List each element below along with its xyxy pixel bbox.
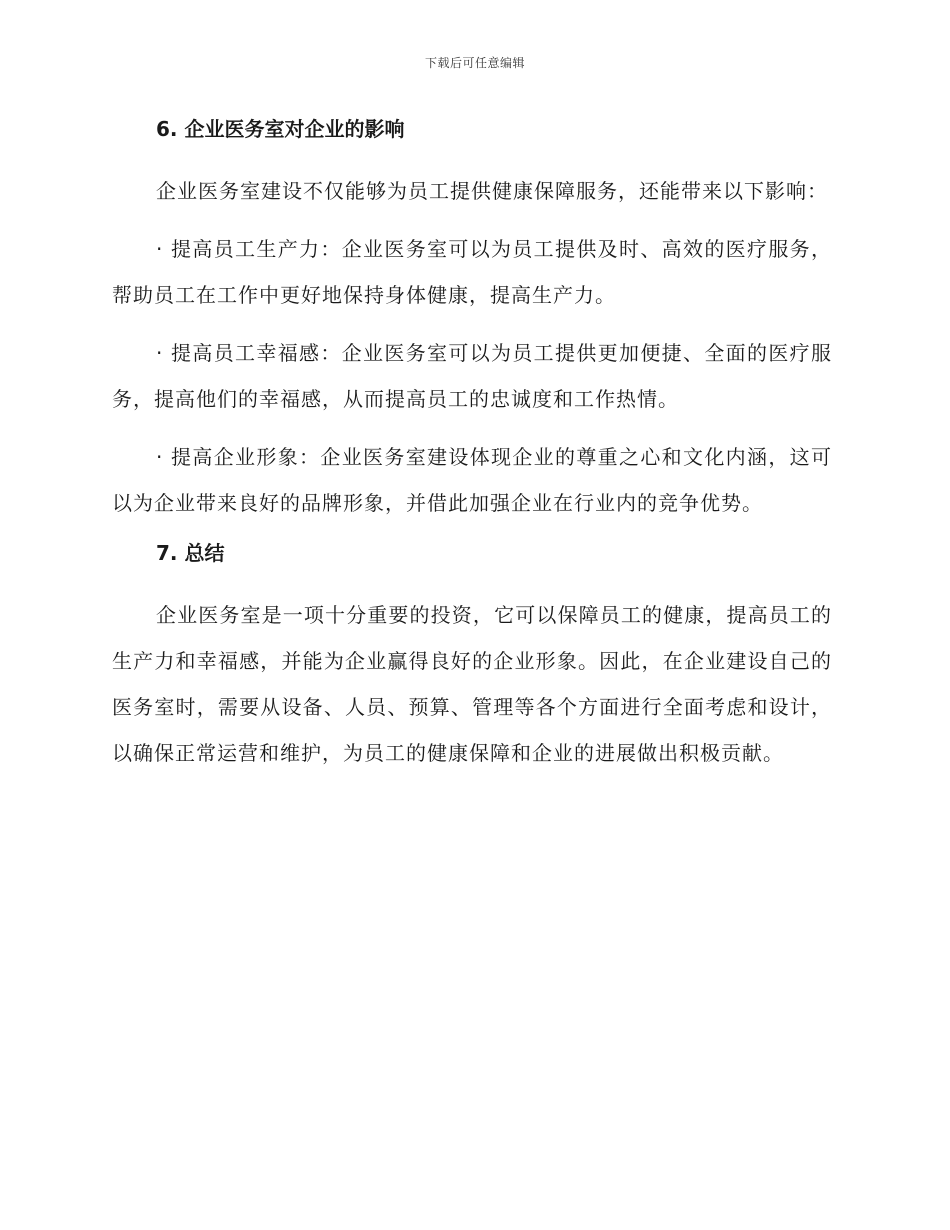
document-content (112, 112, 832, 776)
bullet-productivity: · 提高员工生产力：企业医务室可以为员工提供及时、高效的医疗服务，帮助员工在工作中更好地保持身体健康，提高生产力。 (112, 237, 832, 307)
section-6-intro: 企业医务室建设不仅能够为员工提供健康保障服务，还能带来以下影响： (156, 179, 828, 203)
bullet-image: · 提高企业形象：企业医务室建设体现企业的尊重之心和文化内涵，这可以为企业带来良好的品牌形象，并借此加强企业在行业内的竞争优势。 (112, 445, 832, 515)
section-7-body: 企业医务室是一项十分重要的投资，它可以保障员工的健康，提高员工的生产力和幸福感，并能为企业赢得良好的企业形象。因此，在企业建设自己的医务室时，需要从设备、人员、预算、管理等各个方面进行全面考虑和设计，以确保正常运营和维护，为员工的健康保障和企业的进展做出积极贡献。 (112, 603, 832, 765)
header-note: 下载后可任意编辑 (424, 56, 525, 70)
bullet-happiness: · 提高员工幸福感：企业医务室可以为员工提供更加便捷、全面的医疗服务，提高他们的幸福感，从而提高员工的忠诚度和工作热情。 (112, 341, 832, 411)
section-6-heading: 6. 企业医务室对企业的影响 (156, 117, 405, 141)
section-7-heading: 7. 总结 (156, 541, 225, 565)
